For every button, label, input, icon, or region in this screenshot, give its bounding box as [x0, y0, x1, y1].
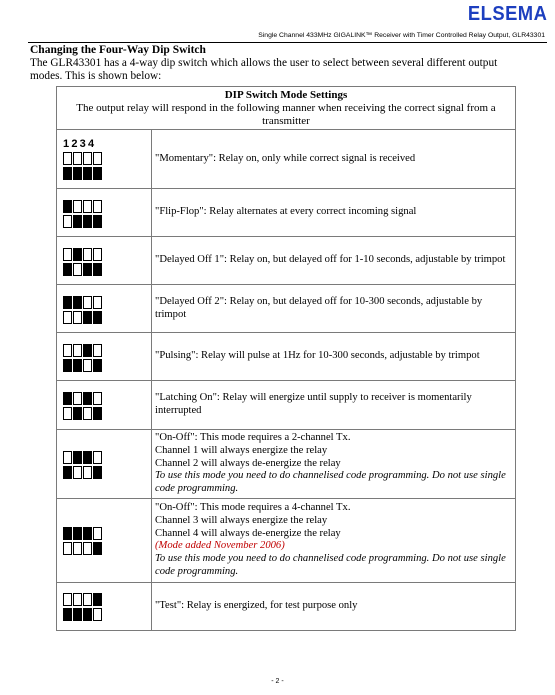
dip-switch-icon [63, 296, 109, 324]
switch-segment [93, 451, 102, 464]
dip-switch-icon [63, 344, 109, 372]
switch-segment [93, 593, 102, 606]
switch-segment [83, 296, 92, 309]
switch-segment [73, 152, 82, 165]
switch-segment [93, 608, 102, 621]
switch-segment [63, 608, 72, 621]
switch-segment [63, 527, 72, 540]
mode-description [152, 189, 516, 237]
mode-row [57, 285, 516, 333]
mode-row [57, 381, 516, 430]
mode-description [152, 237, 516, 285]
switch-segment [93, 152, 102, 165]
table-header [57, 87, 516, 130]
intro-paragraph: The GLR43301 has a 4-way dip switch which allows the user to select between several different output modes. This is shown below: [30, 57, 498, 82]
description-line: Channel 2 will always de-energize the relay [155, 457, 341, 469]
mode-row [57, 498, 516, 582]
switch-bottom-row [63, 542, 109, 555]
switch-segment [63, 593, 72, 606]
switch-segment [93, 466, 102, 479]
switch-segment [73, 466, 82, 479]
switch-segment [73, 608, 82, 621]
switch-segment [63, 263, 72, 276]
switch-segment [63, 167, 72, 180]
mode-row [57, 130, 516, 189]
switch-segment [73, 542, 82, 555]
description-text: "Test": Relay is energized, for test purpose only [155, 600, 358, 612]
table-subtitle: The output relay will respond in the following manner when receiving the correct signal from a transmitter [76, 101, 496, 127]
switch-top-row [63, 527, 109, 540]
switch-bottom-row [63, 263, 109, 276]
switch-segment [83, 593, 92, 606]
document-subtitle: Single Channel 433MHz GIGALINK™ Receiver with Timer Controlled Relay Output, GLR43301 [258, 32, 545, 39]
table-title: DIP Switch Mode Settings [224, 88, 348, 101]
dip-switch-cell [57, 237, 152, 285]
switch-segment [93, 215, 102, 228]
switch-segment [93, 344, 102, 357]
dip-switch-icon [63, 593, 109, 621]
mode-description [152, 285, 516, 333]
switch-segment [93, 311, 102, 324]
switch-segment [63, 542, 72, 555]
switch-segment [83, 359, 92, 372]
mode-row [57, 189, 516, 237]
mode-description [152, 333, 516, 381]
switch-bottom-row [63, 311, 109, 324]
description-line: To use this mode you need to do channelised code programming. Do not use single code programming. [155, 553, 506, 578]
switch-bottom-row [63, 407, 109, 420]
switch-top-row [63, 392, 109, 405]
switch-segment [83, 542, 92, 555]
switch-bottom-row [63, 466, 109, 479]
switch-segment [83, 263, 92, 276]
switch-segment [73, 527, 82, 540]
switch-segment [93, 407, 102, 420]
switch-top-row [63, 248, 109, 261]
switch-segment [73, 359, 82, 372]
mode-row [57, 237, 516, 285]
dip-switch-icon [63, 138, 109, 180]
switch-segment [83, 451, 92, 464]
switch-segment [73, 296, 82, 309]
dip-switch-cell [57, 189, 152, 237]
switch-segment [83, 392, 92, 405]
header-divider [28, 42, 547, 43]
switch-bottom-row [63, 215, 109, 228]
switch-numbers: 1234 [63, 138, 97, 150]
switch-segment [83, 248, 92, 261]
dip-switch-cell [57, 498, 152, 582]
switch-segment [73, 167, 82, 180]
dip-switch-icon [63, 392, 109, 420]
switch-segment [63, 466, 72, 479]
switch-segment [83, 608, 92, 621]
switch-bottom-row [63, 167, 109, 180]
description-text: "Momentary": Relay on, only while correct signal is received [155, 152, 416, 164]
switch-top-row [63, 593, 109, 606]
dip-switch-icon [63, 200, 109, 228]
switch-segment [83, 311, 92, 324]
description-line: To use this mode you need to do channelised code programming. Do not use single code programming. [155, 470, 506, 495]
switch-segment [63, 152, 72, 165]
switch-segment [63, 344, 72, 357]
mode-description [152, 582, 516, 630]
switch-segment [83, 407, 92, 420]
mode-description [152, 498, 516, 582]
switch-bottom-row [63, 608, 109, 621]
page-number: - 2 - [271, 678, 284, 685]
switch-segment [73, 248, 82, 261]
description-line: "On-Off": This mode requires a 4-channel Tx. [155, 502, 351, 514]
switch-segment [63, 392, 72, 405]
switch-segment [73, 215, 82, 228]
description-line: "On-Off": This mode requires a 2-channel Tx. [155, 432, 351, 443]
mode-description [152, 430, 516, 499]
switch-segment [83, 344, 92, 357]
switch-segment [93, 200, 102, 213]
switch-segment [93, 392, 102, 405]
table-header-row [57, 87, 516, 130]
switch-segment [73, 407, 82, 420]
switch-top-row [63, 296, 109, 309]
dip-switch-cell [57, 285, 152, 333]
description-text: "Delayed Off 1": Relay on, but delayed off for 1-10 seconds, adjustable by trimpot [155, 254, 506, 266]
switch-segment [83, 200, 92, 213]
switch-bottom-row [63, 359, 109, 372]
switch-segment [83, 527, 92, 540]
switch-segment [73, 311, 82, 324]
switch-top-row [63, 152, 109, 165]
switch-segment [73, 392, 82, 405]
switch-segment [93, 296, 102, 309]
brand-logo: ELSEMA [467, 3, 547, 25]
switch-segment [63, 359, 72, 372]
switch-segment [83, 167, 92, 180]
mode-row [57, 430, 516, 499]
dip-switch-cell [57, 381, 152, 430]
switch-segment [73, 451, 82, 464]
description-line: Channel 4 will always de-energize the relay [155, 527, 341, 539]
switch-segment [73, 344, 82, 357]
switch-segment [73, 200, 82, 213]
description-line: (Mode added November 2006) [155, 540, 285, 552]
switch-segment [63, 296, 72, 309]
switch-top-row [63, 200, 109, 213]
switch-segment [93, 359, 102, 372]
description-text: "Flip-Flop": Relay alternates at every correct incoming signal [155, 206, 417, 218]
switch-top-row [63, 451, 109, 464]
dip-switch-icon [63, 527, 109, 555]
dip-switch-cell [57, 130, 152, 189]
dip-switch-icon [63, 248, 109, 276]
switch-segment [63, 451, 72, 464]
switch-top-row [63, 344, 109, 357]
dip-switch-table [56, 86, 516, 631]
dip-switch-cell [57, 582, 152, 630]
switch-segment [93, 527, 102, 540]
switch-segment [93, 263, 102, 276]
switch-segment [73, 593, 82, 606]
mode-description [152, 381, 516, 430]
switch-segment [93, 167, 102, 180]
switch-segment [83, 466, 92, 479]
dip-switch-cell [57, 333, 152, 381]
mode-row [57, 582, 516, 630]
description-line: Channel 1 will always energize the relay [155, 444, 328, 456]
switch-segment [93, 248, 102, 261]
mode-description [152, 130, 516, 189]
section-heading: Changing the Four-Way Dip Switch [30, 44, 206, 56]
switch-segment [63, 311, 72, 324]
switch-segment [63, 407, 72, 420]
switch-segment [93, 542, 102, 555]
description-line: Channel 3 will always energize the relay [155, 514, 328, 526]
description-text: "Delayed Off 2": Relay on, but delayed off for 10-300 seconds, adjustable by trimpot [155, 295, 483, 320]
switch-segment [63, 200, 72, 213]
switch-segment [83, 215, 92, 228]
switch-segment [73, 263, 82, 276]
switch-segment [83, 152, 92, 165]
switch-segment [63, 215, 72, 228]
dip-switch-cell [57, 430, 152, 499]
description-text: "Pulsing": Relay will pulse at 1Hz for 10-300 seconds, adjustable by trimpot [155, 350, 480, 362]
dip-switch-icon [63, 451, 109, 479]
description-text: "Latching On": Relay will energize until supply to receiver is momentarily interrupted [155, 392, 472, 416]
mode-row [57, 333, 516, 381]
switch-segment [63, 248, 72, 261]
